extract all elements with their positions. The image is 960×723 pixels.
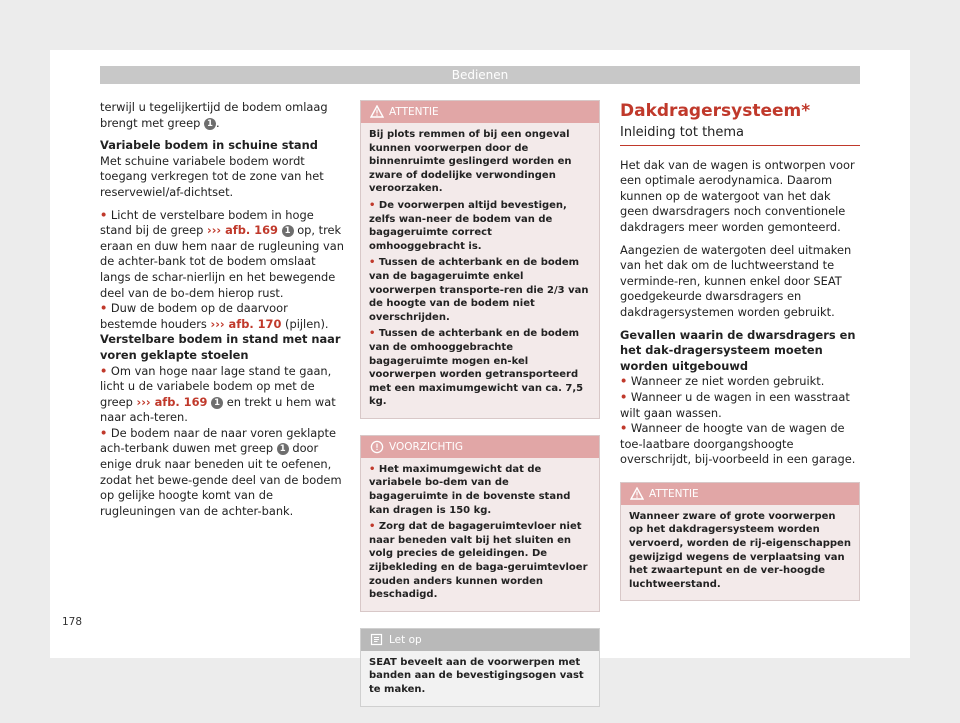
column-left (100, 100, 346, 519)
callout-badge: 1 (277, 443, 289, 455)
column-right (620, 100, 860, 617)
paragraph-schuine: Met schuine variabele bodem wordt toegang verkregen tot de zone van het reservewiel/af-dichtset. (100, 153, 324, 199)
attentie-body: Bij plots remmen of bij een ongeval kunnen voorwerpen door de binnenruimte geslingerd worden en zware of dodelijke verwondingen veroorzaken. • De voorwerpen altijd bevestigen, zelfs wan-neer de bodem van de bagageruimte correct omhooggebracht is. • Tussen de achterbank en de bodem van de bagageruimte enkel voorwerpen transporte-ren die 2/3 van de hoogte van de bodem niet overschrijden. • Tussen de achterbank en de bodem van de omhooggebrachte bagageruimte mogen en-kel voorwerpen worden getransporteerd met een maximumgewicht van ca. 7,5 kg. (361, 123, 599, 418)
paragraph-intro: terwijl u tegelijkertijd de bodem omlaag brengt met greep 1 . (100, 100, 328, 130)
figure-link[interactable]: ››› afb. 169 (207, 223, 278, 238)
caution-item: • Het maximumgewicht dat de variabele bo-dem van de bagageruimte in de bovenste stand kan dragen is 150 kg. (369, 463, 571, 516)
note-box (360, 628, 600, 707)
voorzichtig-box (360, 435, 600, 612)
paragraph: Aangezien de watergoten deel uitmaken van het dak om de luchtweerstand te verminde-ren, kunnen enkel door SEAT goedgekeurde dwarsdragers en dakdragersystemen worden gebruikt. (620, 242, 852, 319)
callout-badge: 1 (204, 118, 216, 130)
caution-item: • Zorg dat de bagageruimtevloer niet naar beneden valt bij het sluiten en volg precies de geleidingen. De zijbekleding en de baga-geruimtevloer zouden anders kunnen worden beschadigd. (369, 521, 588, 601)
callout-badge: 1 (211, 397, 223, 409)
warning-icon (370, 105, 384, 118)
column-middle (360, 100, 600, 723)
list-item: • Wanneer de hoogte van de wagen de toe-laatbare doorgangshoogte overschrijdt, bij-voorbeeld in een garage. (620, 421, 856, 467)
heading-removal: Gevallen waarin de dwarsdragers en het dak-dragersysteem moeten worden uitgebouwd (620, 327, 856, 373)
attentie-box (620, 482, 860, 602)
attentie-box (360, 100, 600, 419)
warning-item: • Tussen de achterbank en de bodem van de bagageruimte enkel voorwerpen transporte-ren die 2/3 van de hoogte van de bodem niet overschrijden. (369, 257, 589, 323)
caution-icon (370, 440, 384, 454)
bullet-item: • Om van hoge naar lage stand te gaan, licht u de variabele bodem op met de greep ››› afb. 169 1 en trekt u hem wat naar ach-teren. (100, 363, 336, 425)
attentie-header: ATTENTIE (621, 483, 859, 505)
section-title: Dakdragersysteem* (620, 101, 811, 121)
section-subtitle: Inleiding tot thema (620, 125, 860, 146)
bullet-item: • Licht de verstelbare bodem in hoge stand bij de greep ››› afb. 169 1 op, trek eraan en duw hem naar de rugleuning van de achter-bank tot de bodem omslaat langs de schar-nierlijn en het bewegende deel van de bo-dem hierop rust. (100, 207, 344, 300)
bullet-item: • Duw de bodem op de daarvoor bestemde houders ››› afb. 170 (pijlen). (100, 301, 329, 331)
warning-item: • De voorwerpen altijd bevestigen, zelfs wan-neer de bodem van de bagageruimte correct omhooggebracht is. (369, 199, 567, 252)
bullet-item: • De bodem naar de naar voren geklapte ach-terbank duwen met greep 1 door enige druk naar beneden uit te oefenen, zodat het bewe-gende deel van de bodem op gelijke hoogte komt van de rugleuningen van de achter-bank. (100, 425, 342, 518)
list-item: • Wanneer u de wagen in een wasstraat wilt gaan wassen. (620, 389, 850, 420)
note-body: SEAT beveelt aan de voorwerpen met banden aan de bevestigingsogen vast te maken. (361, 651, 599, 706)
list-item: • Wanneer ze niet worden gebruikt. (620, 374, 825, 389)
attentie-header: ATTENTIE (361, 101, 599, 123)
page-number: 178 (62, 616, 83, 628)
paragraph: Het dak van de wagen is ontworpen voor een optimale aerodynamica. Daarom kunnen op de watergoot van het dak geen dwarsdragers noch conventionele dakdragers meer worden gemonteerd. (620, 157, 855, 234)
note-header: Let op (361, 629, 599, 651)
callout-badge: 1 (282, 225, 294, 237)
section-header: Bedienen (100, 66, 860, 84)
heading-voren: Verstelbare bodem in stand met naar voren geklapte stoelen (100, 332, 341, 362)
voorzichtig-header: VOORZICHTIG (361, 436, 599, 458)
voorzichtig-body (361, 458, 599, 611)
figure-link[interactable]: ››› afb. 169 (136, 394, 208, 409)
figure-link[interactable]: ››› afb. 170 (210, 316, 282, 331)
warning-icon (630, 487, 644, 500)
note-icon (370, 633, 383, 646)
attentie-body: Wanneer zware of grote voorwerpen op het dakdragersysteem worden vervoerd, worden de rij-eigenschappen gewijzigd wegens de verplaatsing van het zwaartepunt en de ver-hoogde luchtweerstand. (621, 505, 859, 601)
warning-item: • Tussen de achterbank en de bodem van de omhooggebrachte bagageruimte mogen en-kel voorwerpen worden getransporteerd met een maximumgewicht van ca. 7,5 kg. (369, 328, 584, 408)
heading-schuine-stand: Variabele bodem in schuine stand (100, 138, 318, 153)
